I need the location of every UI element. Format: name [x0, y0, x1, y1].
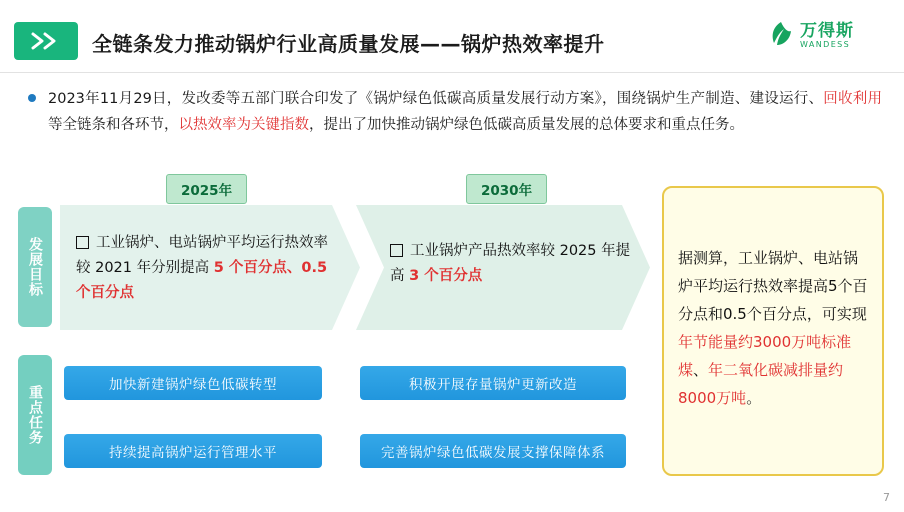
- timeline-stage-2-text: [390, 239, 640, 289]
- intro-seg-0: 2023年11月29日，发改委等五部门联合印发了《锅炉绿色低碳高质量发展行动方案》，围绕锅炉生产制造、建设运行、: [48, 91, 824, 107]
- year-tag-2025: 2025年: [166, 174, 247, 204]
- callout-part-2: 、: [693, 361, 709, 379]
- intro-seg-3: 以热效率为关键指数: [178, 117, 309, 133]
- intro-paragraph: [26, 86, 882, 138]
- label-key-tasks: [18, 355, 52, 475]
- task-item-2[interactable]: 积极开展存量锅炉更新改造: [360, 366, 626, 400]
- callout-part-1: 年节能量约3000万吨标准煤: [678, 333, 852, 379]
- checkbox-icon: [390, 244, 403, 257]
- label-key-tasks-text: 重点任务: [27, 385, 43, 445]
- stage-1-part-1: 5 个百分点、0.5 个百分点: [76, 260, 328, 301]
- timeline-stage-1-text: [76, 231, 334, 306]
- stage-1-part-0: 工业锅炉、电站锅炉平均运行热效率较 2021 年分别提高: [76, 235, 328, 276]
- intro-seg-4: ，提出了加快推动锅炉绿色低碳高质量发展的总体要求和重点任务。: [309, 117, 744, 133]
- estimate-callout-text: [678, 244, 872, 412]
- intro-text: [48, 86, 882, 138]
- page-number: 7: [883, 491, 890, 504]
- callout-part-3: 年二氧化碳减排量约8000万吨: [678, 361, 844, 407]
- year-tag-2030: 2030年: [466, 174, 547, 204]
- stage-2-part-1: 3 个百分点: [409, 268, 483, 284]
- header-divider: [0, 72, 904, 73]
- double-chevron-right-icon: [14, 22, 78, 60]
- label-development-goal-text: 发展目标: [27, 237, 43, 297]
- task-item-4[interactable]: 完善锅炉绿色低碳发展支撑保障体系: [360, 434, 626, 468]
- stage-2-part-0: 工业锅炉产品热效率较 2025 年提高: [390, 243, 631, 284]
- logo-text-en: WANDESS: [800, 39, 851, 49]
- checkbox-icon: [76, 236, 89, 249]
- logo-text-cn: 万得斯: [800, 20, 854, 41]
- label-development-goal: [18, 207, 52, 327]
- estimate-callout-box: [662, 186, 884, 476]
- task-item-1[interactable]: 加快新建锅炉绿色低碳转型: [64, 366, 322, 400]
- callout-part-0: 据测算，工业锅炉、电站锅炉平均运行热效率提高5个百分点和0.5个百分点，可实现: [678, 249, 868, 323]
- leaf-logo-icon: [768, 21, 794, 51]
- task-item-3[interactable]: 持续提高锅炉运行管理水平: [64, 434, 322, 468]
- bullet-icon: [28, 94, 36, 102]
- brand-logo: [768, 14, 888, 58]
- callout-part-4: 。: [746, 389, 762, 407]
- page-header: [0, 0, 904, 72]
- timeline-arrow-band: [60, 205, 650, 330]
- page-title: 全链条发力推动锅炉行业高质量发展——锅炉热效率提升: [92, 32, 605, 56]
- intro-seg-2: 等全链条和各环节，: [48, 117, 179, 133]
- intro-seg-1: 回收利用: [823, 91, 882, 107]
